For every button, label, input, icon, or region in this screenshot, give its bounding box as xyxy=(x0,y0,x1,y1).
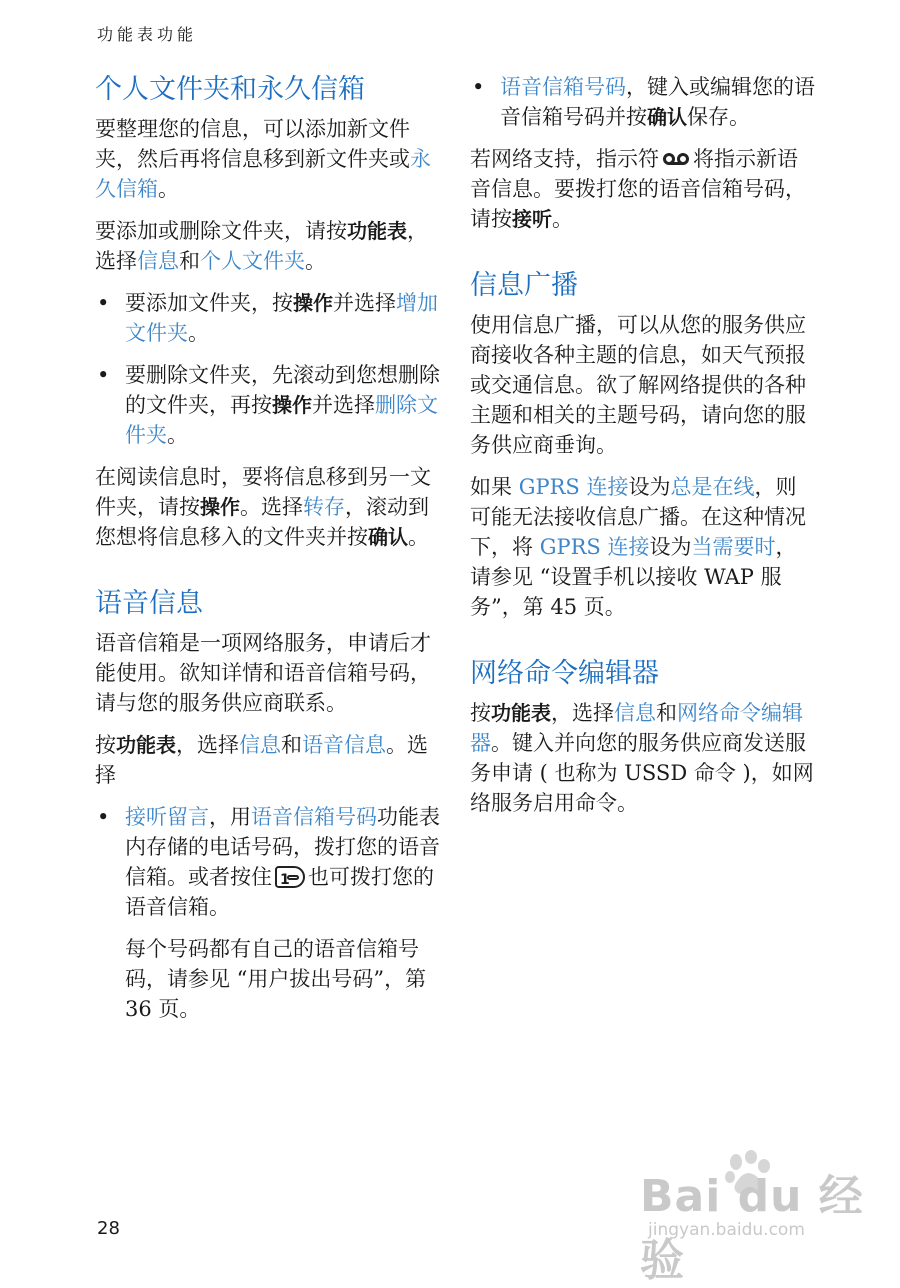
link-messages[interactable]: 信息 xyxy=(239,733,281,757)
folders-intro: 要整理您的信息，可以添加新文件夹，然后再将信息移到新文件夹或永久信箱。 xyxy=(95,117,431,201)
broadcast-intro: 使用信息广播，可以从您的服务供应商接收各种主题的信息，如天气预报或交通信息。欲了解网络提供的各种主题和相关的主题号码，请向您的服务供应商垂询。 xyxy=(470,313,806,457)
link-messages[interactable]: 信息 xyxy=(614,701,656,725)
voice-indicator-note: 若网络支持，指示符 将指示新语音信息。要拨打您的语音信箱号码，请按接听。 xyxy=(470,147,806,231)
voice-number-note: 每个号码都有自己的语音信箱号码，请参见 “用户拔出号码”，第 36 页。 xyxy=(125,937,427,1021)
key-1-voicemail-icon xyxy=(275,866,305,888)
ussd-instructions: 按功能表，选择信息和网络命令编辑器。键入并向您的服务供应商发送服务申请 ( 也称为 USSD 命令 )，如网络服务启用命令。 xyxy=(470,701,814,815)
bullet-add-folder: • 要添加文件夹，按操作并选择增加文件夹。 xyxy=(97,291,438,345)
link-add-folder[interactable]: 增加文件夹 xyxy=(125,291,438,345)
bullet-voicemail-number: • 语音信箱号码，键入或编辑您的语音信箱号码并按确认保存。 xyxy=(472,75,815,129)
broadcast-gprs-note: 如果 GPRS 连接设为总是在线，则可能无法接收信息广播。在这种情况下，将 GPRS 连接设为当需要时，请参见 “设置手机以接收 WAP 服务”，第 45 页。 xyxy=(470,475,806,619)
watermark-main: Bai du 经验 xyxy=(640,1171,864,1286)
left-column xyxy=(95,72,440,1036)
voicemail-indicator-icon xyxy=(663,153,689,165)
link-messages[interactable]: 信息 xyxy=(137,249,179,273)
folders-move-message: 在阅读信息时，要将信息移到另一文件夹，请按操作。选择转存，滚动到您想将信息移入的文件夹并按确认。 xyxy=(95,465,431,549)
bullet-listen-messages: • 接听留言，用语音信箱号码功能表内存储的电话号码，拨打您的语音信箱。或者按住1 也可拨打您的语音信箱。 xyxy=(95,802,440,922)
folders-instructions: 要添加或删除文件夹，请按功能表，选择信息和个人文件夹。 xyxy=(95,219,428,273)
section-title-ussd: 网络命令编辑器 xyxy=(470,658,659,689)
voice-intro: 语音信箱是一项网络服务，申请后才能使用。欲知详情和语音信箱号码，请与您的服务供应商联系。 xyxy=(95,631,431,715)
link-voice-messages[interactable]: 语音信息 xyxy=(302,733,386,757)
bullet-delete-folder: • 要删除文件夹，先滚动到您想删除的文件夹，再按操作并选择删除文件夹。 xyxy=(97,363,440,447)
link-delete-folder[interactable]: 删除文件夹 xyxy=(125,393,438,447)
running-head: 功能表功能 xyxy=(97,25,198,44)
link-permanent-inbox[interactable]: 永久信箱 xyxy=(95,147,431,201)
section-title-voice: 语音信息 xyxy=(95,588,203,619)
link-voicemail-number[interactable]: 语音信箱号码 xyxy=(500,75,626,99)
link-when-needed[interactable]: 当需要时 xyxy=(691,535,776,559)
link-listen-messages[interactable]: 接听留言 xyxy=(125,805,209,829)
watermark-sub: jingyan.baidu.com xyxy=(648,1220,805,1240)
link-gprs-connection[interactable]: GPRS 连接 xyxy=(518,475,629,499)
voice-instructions: 按功能表，选择信息和语音信息。选择 xyxy=(95,733,428,787)
link-move[interactable]: 转存 xyxy=(303,495,345,519)
section-title-broadcast: 信息广播 xyxy=(470,270,578,301)
baidu-watermark xyxy=(640,1150,880,1286)
page-number: 28 xyxy=(97,1218,120,1239)
link-personal-folders[interactable]: 个人文件夹 xyxy=(200,249,305,273)
link-voicemail-number[interactable]: 语音信箱号码 xyxy=(251,805,377,829)
right-column xyxy=(470,72,815,830)
link-network-command-editor[interactable]: 网络命令编辑器 xyxy=(470,701,803,755)
link-always-online[interactable]: 总是在线 xyxy=(670,475,755,499)
section-title-folders: 个人文件夹和永久信箱 xyxy=(95,74,365,105)
link-gprs-connection[interactable]: GPRS 连接 xyxy=(539,535,650,559)
